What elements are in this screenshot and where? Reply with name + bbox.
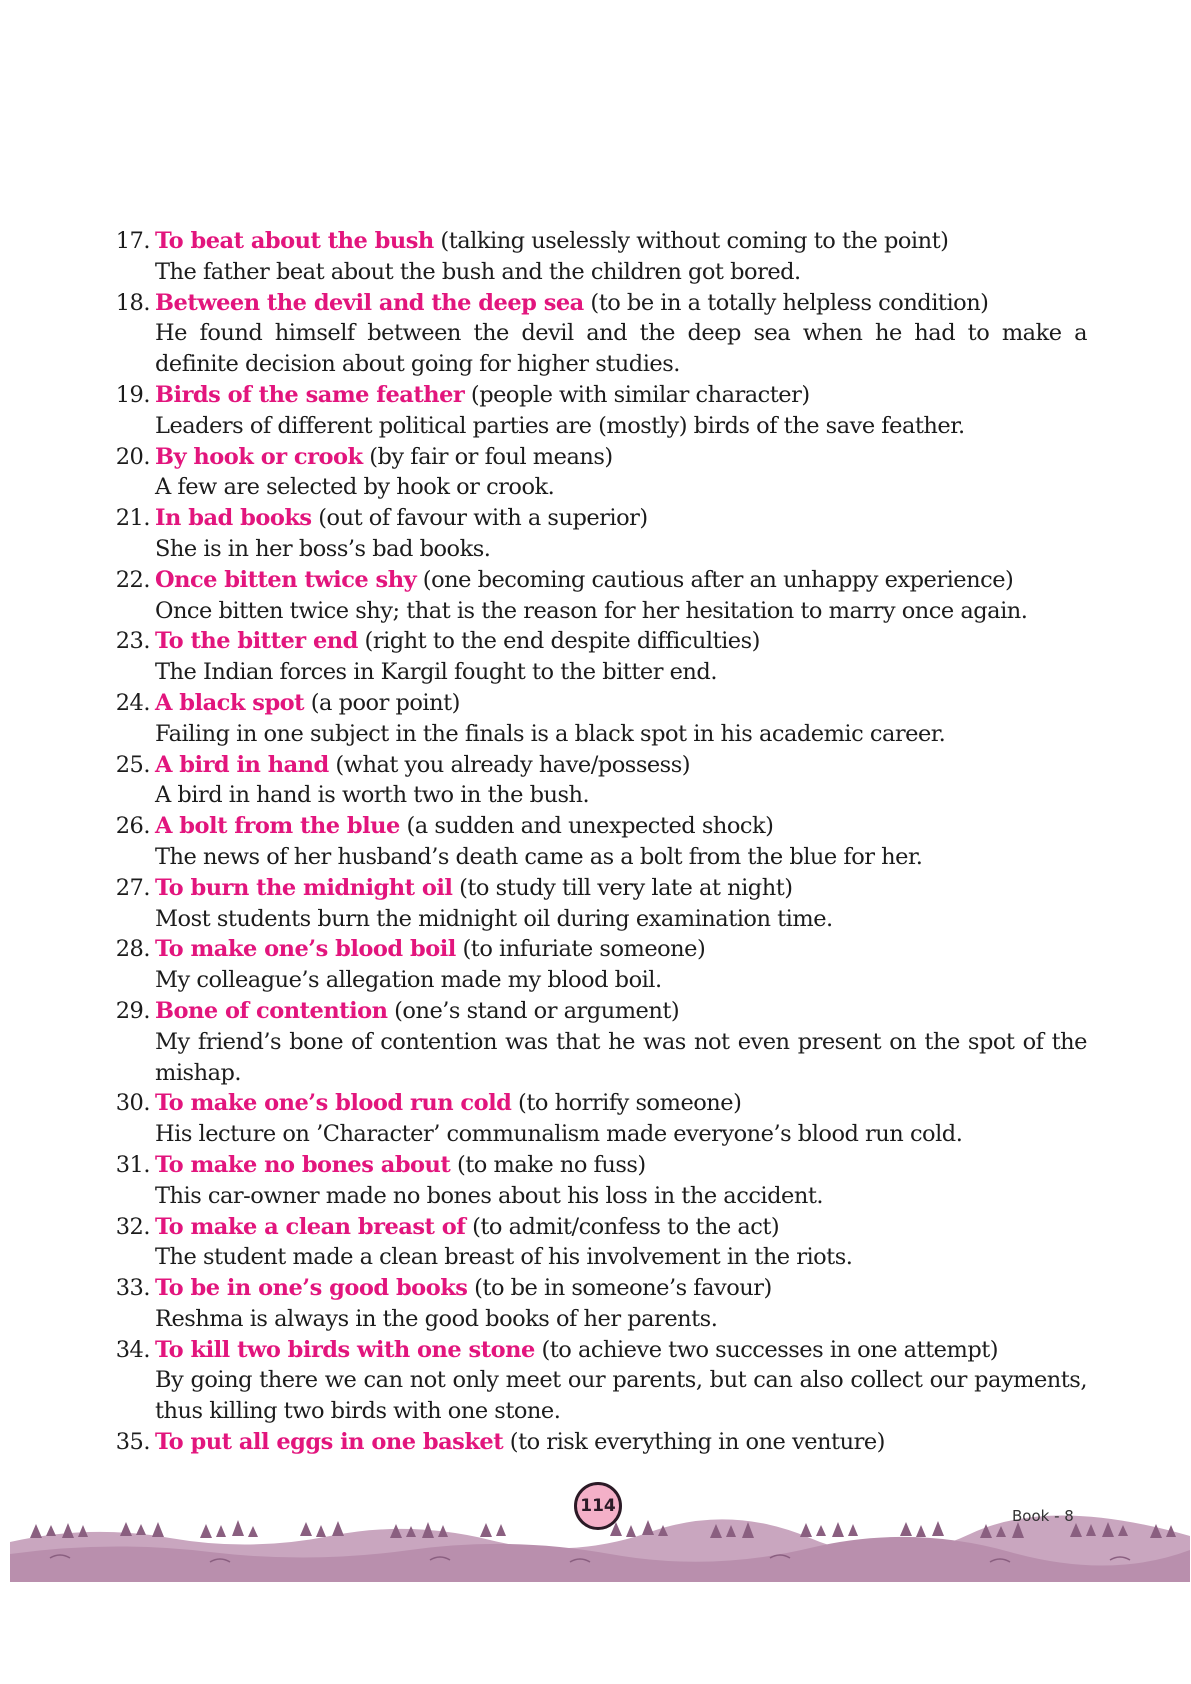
example: Failing in one subject in the finals is a black spot in his academic career. [155, 720, 946, 747]
item-number: 29. [115, 997, 150, 1024]
idiom: In bad books [155, 505, 312, 532]
item-number: 30. [115, 1090, 150, 1117]
list-item [0, 380, 1191, 442]
meaning: (to achieve two successes in one attempt) [534, 1336, 999, 1363]
meaning: (talking uselessly without coming to the point) [433, 228, 949, 254]
idiom: Bone of contention [155, 997, 388, 1024]
idiom: To kill two birds with one stone [155, 1336, 535, 1363]
idiom: Birds of the same feather [155, 381, 465, 408]
meaning: (to admit/confess to the act) [465, 1213, 780, 1240]
meaning: (to study till very late at night) [452, 874, 793, 901]
item-number: 33. [115, 1275, 150, 1302]
item-number: 32. [115, 1213, 150, 1240]
list-item [0, 626, 1191, 688]
example: My colleague’s allegation made my blood boil. [155, 967, 662, 994]
idiom-list [0, 226, 1191, 1458]
item-number: 34. [115, 1336, 150, 1363]
meaning: (to horrify someone) [511, 1090, 742, 1117]
example: Leaders of different political parties are (mostly) birds of the save feather. [155, 412, 965, 439]
list-item [0, 503, 1191, 565]
list-item [0, 996, 1191, 1088]
meaning: (to be in a totally helpless condition) [583, 289, 989, 316]
item-number: 19. [115, 381, 150, 408]
list-item [0, 1212, 1191, 1274]
list-item [0, 226, 1191, 288]
example: Most students burn the midnight oil during examination time. [155, 905, 833, 932]
meaning: (to make no fuss) [450, 1151, 646, 1178]
example: Reshma is always in the good books of her parents. [155, 1305, 718, 1332]
item-number: 31. [115, 1151, 150, 1178]
idiom: To be in one’s good books [155, 1275, 468, 1302]
list-item [0, 565, 1191, 627]
idiom: Once bitten twice shy [155, 566, 417, 593]
list-item [0, 873, 1191, 935]
idiom: To burn the midnight oil [155, 874, 453, 901]
idiom: To make one’s blood boil [155, 936, 456, 963]
item-number: 28. [115, 936, 150, 963]
example: The student made a clean breast of his involvement in the riots. [155, 1244, 853, 1271]
idiom: A bolt from the blue [155, 813, 400, 840]
example: By going there we can not only meet our parents, but can also collect our payments, thus killing two birds with one stone. [155, 1367, 1087, 1425]
meaning: (people with similar character) [464, 381, 810, 408]
list-item [0, 811, 1191, 873]
example: This car-owner made no bones about his loss in the accident. [155, 1182, 824, 1209]
list-item [0, 442, 1191, 504]
idiom: To put all eggs in one basket [155, 1429, 504, 1456]
item-number: 18. [115, 289, 150, 316]
example: My friend’s bone of contention was that he was not even present on the spot of the mishap. [155, 1028, 1087, 1086]
idiom: A black spot [155, 689, 305, 716]
idiom: To make one’s blood run cold [155, 1090, 512, 1117]
item-number: 17. [115, 228, 150, 254]
list-item [0, 934, 1191, 996]
meaning: (one’s stand or argument) [387, 997, 680, 1024]
meaning: (out of favour with a superior) [311, 505, 648, 532]
meaning: (to be in someone’s favour) [467, 1275, 772, 1302]
example: She is in her boss’s bad books. [155, 535, 491, 562]
list-item [0, 1273, 1191, 1335]
page-number: 114 [574, 1482, 622, 1530]
item-number: 24. [115, 689, 150, 716]
item-number: 35. [115, 1429, 150, 1456]
example: A bird in hand is worth two in the bush. [155, 782, 590, 809]
meaning: (by fair or foul means) [362, 443, 613, 470]
example: The Indian forces in Kargil fought to the bitter end. [155, 659, 717, 686]
meaning: (what you already have/possess) [328, 751, 691, 778]
meaning: (to risk everything in one venture) [503, 1429, 885, 1456]
example: His lecture on ’Character’ communalism made everyone’s blood run cold. [155, 1121, 963, 1148]
list-item [0, 1088, 1191, 1150]
item-number: 27. [115, 874, 150, 901]
list-item [0, 750, 1191, 812]
idiom: To make no bones about [155, 1151, 451, 1178]
list-item [0, 1427, 1191, 1458]
meaning: (one becoming cautious after an unhappy experience) [416, 566, 1014, 593]
idiom: A bird in hand [155, 751, 329, 778]
example: He found himself between the devil and the deep sea when he had to make a definite decision about going for higher studies. [155, 320, 1087, 378]
list-item [0, 1150, 1191, 1212]
example: A few are selected by hook or crook. [155, 474, 555, 501]
item-number: 23. [115, 628, 150, 655]
example: Once bitten twice shy; that is the reason for her hesitation to marry once again. [155, 597, 1028, 624]
list-item [0, 288, 1191, 380]
idiom: By hook or crook [155, 443, 363, 470]
idiom: To make a clean breast of [155, 1213, 466, 1240]
idiom: To beat about the bush [155, 228, 434, 254]
idiom: Between the devil and the deep sea [155, 289, 584, 316]
idiom: To the bitter end [155, 628, 358, 655]
item-number: 25. [115, 751, 150, 778]
item-number: 21. [115, 505, 150, 532]
item-number: 26. [115, 813, 150, 840]
meaning: (a sudden and unexpected shock) [399, 813, 774, 840]
meaning: (to infuriate someone) [455, 936, 706, 963]
list-item [0, 688, 1191, 750]
meaning: (a poor point) [304, 689, 460, 716]
item-number: 20. [115, 443, 150, 470]
item-number: 22. [115, 566, 150, 593]
example: The father beat about the bush and the children got bored. [155, 258, 801, 285]
list-item [0, 1335, 1191, 1427]
book-label: Book - 8 [1012, 1507, 1074, 1525]
example: The news of her husband’s death came as a bolt from the blue for her. [155, 843, 923, 870]
meaning: (right to the end despite difficulties) [357, 628, 760, 655]
